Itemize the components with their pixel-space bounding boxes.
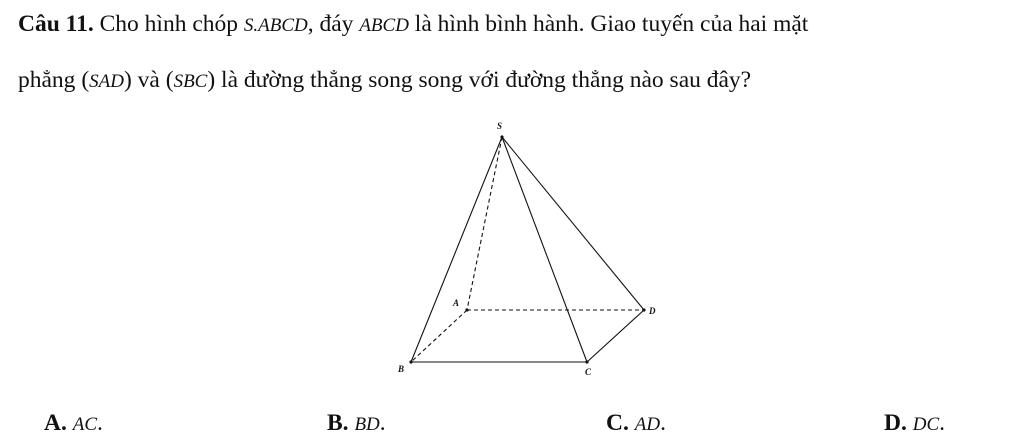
vertex-S (500, 135, 503, 138)
question-text-2: , đáy (307, 11, 354, 37)
question-text-4: phẳng (18, 67, 76, 93)
label-A: A (453, 298, 460, 308)
option-d-end: . (939, 410, 946, 436)
option-b-key: B. (327, 410, 349, 436)
label-C: C (585, 367, 592, 377)
label-S: S (497, 121, 503, 131)
edge-SB (411, 137, 502, 362)
vertex-A (465, 308, 468, 311)
edge-CD (587, 310, 644, 362)
edge-SD (502, 137, 644, 310)
plane-2-name: SBC (173, 71, 208, 92)
option-b-value: BD (354, 414, 380, 435)
label-B: B (398, 364, 405, 374)
option-a-value: AC (72, 414, 98, 435)
question-line-2: phẳng (SAD) và (SBC) là đường thẳng song song với đường thẳng nào sau đây? (18, 67, 752, 93)
option-a-key: A. (44, 410, 67, 436)
question-number: Câu 11. (18, 11, 94, 37)
base-name: ABCD (359, 15, 409, 36)
option-c[interactable] (606, 408, 666, 440)
vertex-C (585, 360, 588, 363)
edge-AB (411, 310, 467, 362)
vertex-D (642, 308, 645, 311)
option-a[interactable] (44, 408, 103, 440)
edge-SA (467, 137, 502, 310)
edge-SC (502, 137, 587, 362)
option-c-key: C. (606, 410, 629, 436)
option-b-end: . (379, 410, 386, 436)
option-b[interactable] (327, 408, 386, 440)
question-text-3: là hình bình hành. Giao tuyến của hai mặt (414, 11, 809, 37)
option-d-key: D. (884, 410, 907, 436)
question-text-1: Cho hình chóp (99, 11, 239, 37)
option-d[interactable] (884, 408, 945, 440)
option-a-end: . (97, 410, 103, 436)
vertex-B (409, 360, 412, 363)
option-c-end: . (660, 410, 666, 436)
option-c-value: AD (634, 414, 661, 435)
plane-1-name: SAD (89, 71, 124, 92)
question-text-5: và (137, 67, 160, 93)
label-D: D (649, 306, 656, 316)
option-d-value: DC (912, 414, 940, 435)
pyramid-name: S.ABCD (243, 15, 308, 36)
question-text-6: là đường thẳng song song với đường thẳng nào sau đây? (221, 67, 752, 93)
